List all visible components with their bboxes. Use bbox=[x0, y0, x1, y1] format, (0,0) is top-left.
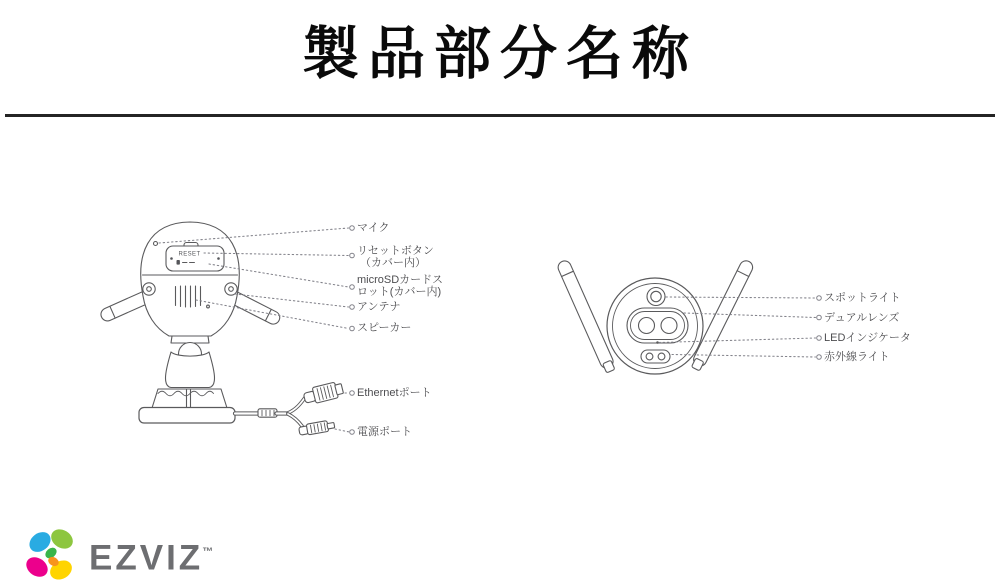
led-indicator-dot bbox=[656, 341, 659, 344]
microsd-icon bbox=[177, 260, 180, 265]
label-dual-lens: デュアルレンズ bbox=[824, 311, 900, 324]
label-mic: マイク bbox=[357, 222, 390, 234]
page-title: 製品部分名称 bbox=[302, 22, 698, 86]
reset-engraving: RESET bbox=[178, 251, 201, 258]
label-spotlight: スポットライト bbox=[824, 292, 901, 304]
label-antenna: アンテナ bbox=[357, 301, 401, 313]
label-speaker: スピーカー bbox=[357, 322, 412, 334]
ezviz-flower-icon bbox=[24, 527, 80, 585]
base-plate bbox=[139, 408, 235, 424]
cable bbox=[235, 396, 306, 426]
label-reset-button: リセットボタン （カバー内） bbox=[357, 245, 434, 269]
label-microsd-slot: microSDカードス ロット(カバー内) bbox=[357, 274, 444, 298]
mount-stem bbox=[166, 336, 215, 388]
brand-wordmark: EZVIZ™ bbox=[89, 538, 217, 578]
label-led-indicator: LEDインジケータ bbox=[824, 332, 911, 344]
camera-side-view bbox=[99, 222, 344, 436]
label-power-port: 電源ポート bbox=[357, 426, 412, 438]
label-ethernet-port: Ethernetポート bbox=[357, 387, 432, 399]
camera-front-view bbox=[556, 259, 755, 374]
spotlight bbox=[647, 288, 665, 306]
dual-lens bbox=[627, 308, 688, 343]
mount-ring bbox=[152, 389, 227, 408]
reset-panel bbox=[166, 243, 224, 272]
ethernet-connector bbox=[302, 381, 344, 406]
power-connector bbox=[298, 419, 335, 436]
ezviz-logo bbox=[24, 527, 217, 585]
infrared-light bbox=[641, 350, 670, 363]
camera-body bbox=[141, 222, 239, 336]
label-infrared-light: 赤外線ライト bbox=[824, 351, 890, 363]
